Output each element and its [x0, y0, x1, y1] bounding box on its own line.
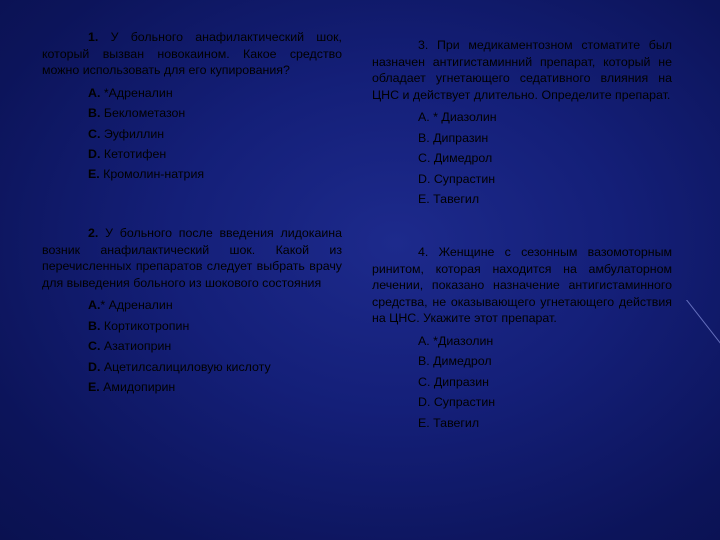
- option-text: Димедрол: [429, 354, 492, 369]
- decorative-line: [680, 300, 720, 360]
- option-text: *Адреналин: [100, 85, 173, 100]
- question-3-option-a: [372, 107, 672, 127]
- option-letter: В.: [418, 130, 430, 145]
- option-letter: С.: [418, 151, 431, 166]
- question-3-option-d: [372, 169, 672, 189]
- question-2-body: У больного после введения лидокаина возник анафилактический шок. Какой из перечисленных препаратов следует выбрать врачу для выведения больного из шокового состояния: [42, 226, 342, 290]
- option-text: Супрастин: [430, 171, 496, 186]
- question-1-option-b: [42, 103, 342, 123]
- question-4-option-e: [372, 413, 672, 433]
- question-3-option-e: [372, 189, 672, 209]
- option-letter: Е.: [418, 415, 430, 430]
- option-letter: D.: [418, 395, 431, 410]
- question-1-option-d: [42, 144, 342, 164]
- option-text: Дипразин: [430, 374, 489, 389]
- question-3-text: [372, 37, 672, 103]
- question-3-options: [372, 107, 672, 209]
- question-4-number: 4.: [418, 245, 429, 259]
- question-4-option-a: [372, 331, 672, 351]
- question-3-option-c: [372, 148, 672, 168]
- option-letter: D.: [418, 171, 431, 186]
- question-1-option-c: [42, 124, 342, 144]
- option-letter: A.: [88, 85, 101, 100]
- question-3: [372, 37, 672, 209]
- question-2-options: [42, 295, 342, 397]
- question-2-option-d: [42, 357, 342, 377]
- option-letter: C.: [88, 126, 101, 141]
- question-2-text: [42, 225, 342, 291]
- question-1-option-a: [42, 83, 342, 103]
- option-letter: А.: [418, 333, 430, 348]
- question-4-text: [372, 244, 672, 327]
- option-letter: B.: [88, 318, 101, 333]
- option-letter: В.: [418, 354, 430, 369]
- option-letter: A.: [88, 298, 101, 313]
- question-3-body: При медикаментозном стоматите был назначен антигистаминний препарат, который не обладает угнетающего седативного влияния на ЦНС и действует длительно. Определите препарат.: [372, 38, 672, 102]
- option-text: Беклометазон: [100, 106, 186, 121]
- option-letter: Е.: [418, 192, 430, 206]
- question-2-option-b: [42, 316, 342, 336]
- option-letter: D.: [88, 147, 101, 161]
- question-1-number: 1.: [88, 30, 99, 44]
- question-1-options: [42, 83, 342, 185]
- option-letter: E.: [88, 167, 100, 182]
- question-2-option-c: [42, 336, 342, 356]
- question-1-text: [42, 29, 342, 79]
- option-text: Димедрол: [430, 151, 493, 166]
- question-3-number: 3.: [418, 38, 429, 52]
- question-2-number: 2.: [88, 226, 99, 240]
- option-letter: B.: [88, 106, 101, 121]
- option-text: Азатиоприн: [100, 339, 172, 354]
- option-letter: E.: [88, 380, 100, 394]
- option-letter: С.: [418, 374, 431, 389]
- option-text: Тавегил: [429, 415, 480, 430]
- option-text: Амидопирин: [99, 380, 176, 394]
- question-2-option-e: [42, 377, 342, 397]
- option-text: Кетотифен: [100, 147, 167, 161]
- question-2: [42, 225, 342, 397]
- option-text: Тавегил: [429, 192, 480, 206]
- question-4: [372, 244, 672, 433]
- option-text: Кортикотропин: [100, 318, 190, 333]
- option-letter: D.: [88, 359, 101, 374]
- option-letter: А.: [418, 110, 430, 125]
- question-4-options: [372, 331, 672, 433]
- question-4-body: Женщине с сезонным вазомоторным ринитом, которая находится на амбулаторном лечении, показано назначение антигистаминного средства, не оказывающего угнетающего действия на ЦНС. Укажите этот препарат.: [372, 245, 672, 326]
- option-text: Дипразин: [429, 130, 489, 145]
- option-text: Эуфиллин: [100, 126, 165, 141]
- question-1-body: У больного анафилактический шок, который вызван новокаином. Какое средство можно использовать для его купирования?: [42, 30, 342, 78]
- question-4-option-c: [372, 372, 672, 392]
- question-1: [42, 29, 342, 185]
- option-text: Ацетилсалициловую кислоту: [100, 359, 271, 374]
- question-2-option-a: [42, 295, 342, 315]
- option-text: * Диазолин: [429, 110, 497, 125]
- question-4-option-b: [372, 351, 672, 371]
- question-1-option-e: [42, 164, 342, 184]
- option-letter: C.: [88, 339, 101, 354]
- option-text: * Адреналин: [100, 298, 173, 313]
- option-text: *Диазолин: [429, 333, 494, 348]
- option-text: Кромолин-натрия: [99, 167, 205, 182]
- option-text: Супрастин: [430, 395, 496, 410]
- question-4-option-d: [372, 392, 672, 412]
- question-3-option-b: [372, 128, 672, 148]
